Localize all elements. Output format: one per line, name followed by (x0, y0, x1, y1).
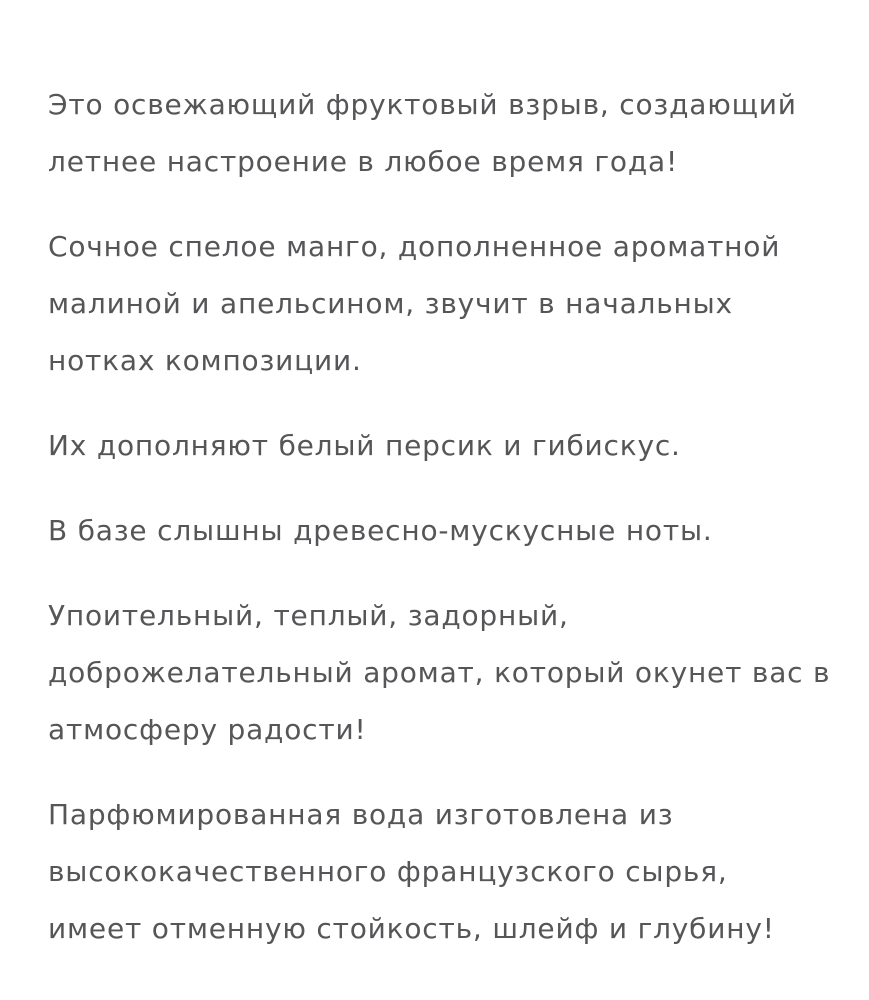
description-paragraph (48, 417, 829, 474)
text-line: нотках композиции. (48, 344, 362, 377)
text-line: атмосферу радости! (48, 713, 367, 746)
text-line: малиной и апельсином, звучит в начальных (48, 287, 733, 320)
description-paragraph (48, 218, 829, 389)
description-paragraph (48, 502, 829, 559)
text-line: высококачественного французского сырья, (48, 855, 728, 888)
text-line: доброжелательный аромат, который окунет вас в (48, 656, 831, 689)
text-line: Это освежающий фруктовый взрыв, создающий (48, 88, 797, 121)
text-line: В базе слышны древесно-мускусные ноты. (48, 514, 713, 547)
description-paragraph (48, 76, 829, 190)
text-line: Парфюмированная вода изготовлена из (48, 798, 674, 831)
description-paragraph (48, 786, 829, 957)
text-line: Их дополняют белый персик и гибискус. (48, 429, 681, 462)
text-line: Упоительный, теплый, задорный, (48, 599, 569, 632)
description-paragraph (48, 587, 829, 758)
text-line: имеет отменную стойкость, шлейф и глубину! (48, 912, 775, 945)
text-line: летнее настроение в любое время года! (48, 145, 678, 178)
text-line: Сочное спелое манго, дополненное ароматной (48, 230, 781, 263)
